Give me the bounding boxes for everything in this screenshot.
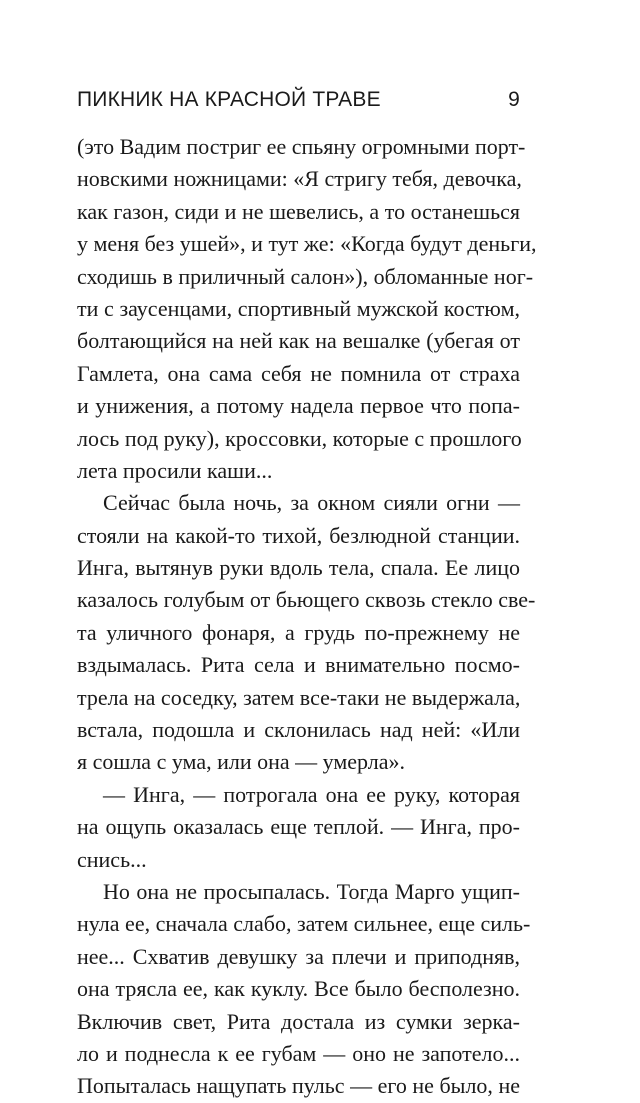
text-line: трела на соседку, затем все-таки не выдержала, <box>77 684 521 710</box>
text-line: у меня без ушей», и тут же: «Когда будут деньги, <box>77 231 537 257</box>
text-line: лета просили каши... <box>77 457 273 483</box>
text-line: нее... Схватив девушку за плечи и приподняв, <box>77 943 520 969</box>
text-line: Гамлета, она сама себя не помнила от страха <box>77 360 520 386</box>
text-line: казалось голубым от бьющего сквозь стекло све- <box>77 587 536 613</box>
text-line: Включив свет, Рита достала из сумки зерка- <box>77 1008 520 1034</box>
text-line: и унижения, а потому надела первое что попа- <box>77 393 520 419</box>
text-line: Но она не просыпалась. Тогда Марго ущип- <box>103 878 520 904</box>
running-title: ПИКНИК НА КРАСНОЙ ТРАВЕ <box>77 88 381 111</box>
text-line: снись... <box>77 846 147 872</box>
body-text <box>77 131 537 1103</box>
text-line: (это Вадим постриг ее спьяну огромными порт- <box>77 134 526 159</box>
text-line: та уличного фонаря, а грудь по-прежнему не <box>77 619 520 645</box>
text-line: встала, подошла и склонилась над ней: «Или <box>77 717 520 743</box>
text-line: как газон, сиди и не шевелись, а то останешься <box>77 198 520 224</box>
text-line: ти с заусенцами, спортивный мужской костюм, <box>77 295 520 321</box>
running-head <box>77 88 520 118</box>
text-line: я сошла с ума, или она — умерла». <box>77 749 405 775</box>
text-line: Попыталась нащупать пульс — его не было, не <box>77 1073 520 1099</box>
text-line: она трясла ее, как куклу. Все было бесполезно. <box>77 976 520 1002</box>
text-line: — Инга, — потрогала она ее руку, которая <box>103 781 520 807</box>
text-line: лось под руку), кроссовки, которые с прошлого <box>77 425 522 451</box>
text-line: новскими ножницами: «Я стригу тебя, девочка, <box>77 166 522 192</box>
text-line: Сейчас была ночь, за окном сияли огни — <box>103 490 520 516</box>
text-line: нула ее, сначала слабо, затем сильнее, еще силь- <box>77 911 531 937</box>
text-line: на ощупь оказалась еще теплой. — Инга, про- <box>77 814 520 840</box>
page-number: 9 <box>508 88 520 111</box>
text-line: ло и поднесла к ее губам — оно не запотело... <box>77 1040 520 1066</box>
text-line: стояли на какой-то тихой, безлюдной станции. <box>77 522 520 548</box>
text-line: болтающийся на ней как на вешалке (убегая от <box>77 328 520 354</box>
text-line: вздымалась. Рита села и внимательно посмо- <box>77 652 520 678</box>
text-line: Инга, вытянув руки вдоль тела, спала. Ее лицо <box>77 555 520 581</box>
text-line: сходишь в приличный салон»), обломанные ног- <box>77 263 534 289</box>
